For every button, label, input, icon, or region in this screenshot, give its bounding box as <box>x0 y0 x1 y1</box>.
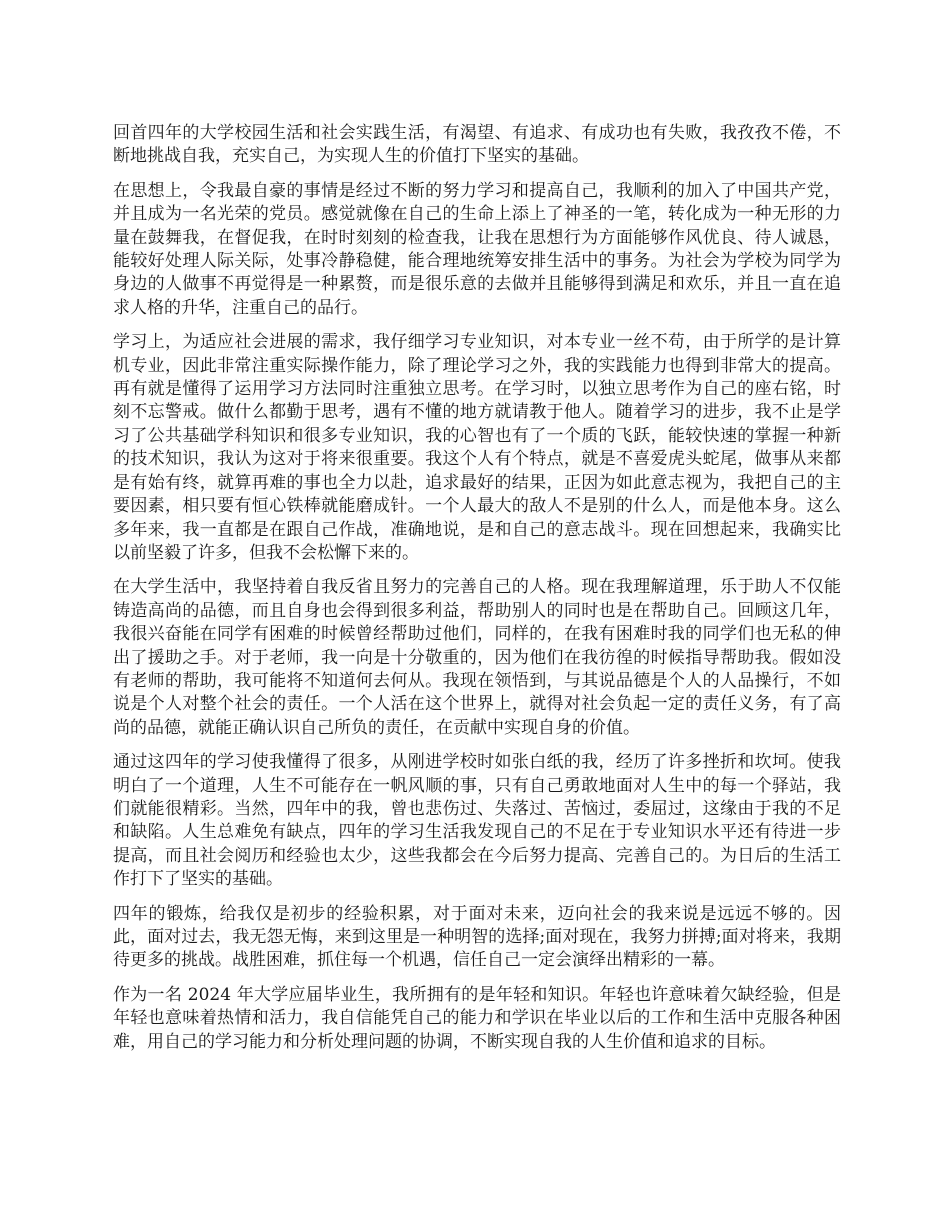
paragraph-lessons: 通过这四年的学习使我懂得了很多，从刚进学校时如张白纸的我，经历了许多挫折和坎坷。使我明白了一个道理，人生不可能存在一帆风顺的事，只有自己勇敢地面对人生中的每一个驿站，我们就能很精彩。当然，四年中的我，曾也悲伤过、失落过、苦恼过，委屈过，这缘由于我的不足和缺陷。人生总难免有缺点，四年的学习生活我发现自己的不足在于专业知识水平还有待进一步提高，而且社会阅历和经验也太少，这些我都会在今后努力提高、完善自己的。为日后的生活工作打下了坚实的基础。 <box>113 752 841 890</box>
paragraph-conclusion: 作为一名 2024 年大学应届毕业生，我所拥有的是年轻和知识。年轻也许意味着欠缺经验，但是年轻也意味着热情和活力，我自信能凭自己的能力和学识在毕业以后的工作和生活中克服各种困难，用自己的学习能力和分析处理问题的协调，不断实现自我的人生价值和追求的目标。 <box>113 984 841 1052</box>
paragraph-study: 学习上，为适应社会进展的需求，我仔细学习专业知识，对本专业一丝不苟，由于所学的是计算机专业，因此非常注重实际操作能力，除了理论学习之外，我的实践能力也得到非常大的提高。再有就是懂得了运用学习方法同时注重独立思考。在学习时，以独立思考作为自己的座右铭，时刻不忘警戒。做什么都勤于思考，遇有不懂的地方就请教于他人。随着学习的进步，我不止是学习了公共基础学科知识和很多专业知识，我的心智也有了一个质的飞跃，能较快速的掌握一种新的技术知识，我认为这对于将来很重要。我这个人有个特点，就是不喜爱虎头蛇尾，做事从来都是有始有终，就算再难的事也全力以赴，追求最好的结果，正因为如此意志视为，我把自己的主要因素，相只要有恒心铁棒就能磨成针。一个人最大的敌人不是别的什么人，而是他本身。这么多年来，我一直都是在跟自己作战，准确地说，是和自己的意志战斗。现在回想起来，我确实比以前坚毅了许多，但我不会松懈下来的。 <box>113 332 841 563</box>
paragraph-future: 四年的锻炼，给我仅是初步的经验积累，对于面对未来，迈向社会的我来说是远远不够的。因此，面对过去，我无怨无悔，来到这里是一种明智的选择;面对现在，我努力拼搏;面对将来，我期待更多的挑战。战胜困难，抓住每一个机遇，信任自己一定会演绎出精彩的一幕。 <box>113 903 841 971</box>
paragraph-intro: 回首四年的大学校园生活和社会实践生活，有渴望、有追求、有成功也有失败，我孜孜不倦，不断地挑战自我，充实自己，为实现人生的价值打下坚实的基础。 <box>113 123 841 167</box>
paragraph-thought: 在思想上，令我最自豪的事情是经过不断的努力学习和提高自己，我顺利的加入了中国共产党，并且成为一名光荣的党员。感觉就像在自己的生命上添上了神圣的一笔，转化成为一种无形的力量在鼓舞我，在督促我，在时时刻刻的检查我，让我在思想行为方面能够作风优良、待人诚恳，能较好处理人际关际，处事冷静稳健，能合理地统筹安排生活中的事务。为社会为学校为同学为身边的人做事不再觉得是一种累赘，而是很乐意的去做并且能够得到满足和欢乐，并且一直在追求人格的升华，注重自己的品行。 <box>113 180 841 318</box>
paragraph-college-life: 在大学生活中，我坚持着自我反省且努力的完善自己的人格。现在我理解道理，乐于助人不仅能铸造高尚的品德，而且自身也会得到很多利益，帮助别人的同时也是在帮助自己。回顾这几年，我很兴奋能在同学有困难的时候曾经帮助过他们，同样的，在我有困难时我的同学们也无私的伸出了援助之手。对于老师，我一向是十分敬重的，因为他们在我彷徨的时候指导帮助我。假如没有老师的帮助，我可能将不知道何去何从。我现在领悟到，与其说品德是个人的人品操行，不如说是个人对整个社会的责任。一个人活在这个世界上，就得对社会负起一定的责任义务，有了高尚的品德，就能正确认识自己所负的责任，在贡献中实现自身的价值。 <box>113 577 841 738</box>
document-body <box>113 122 841 1065</box>
